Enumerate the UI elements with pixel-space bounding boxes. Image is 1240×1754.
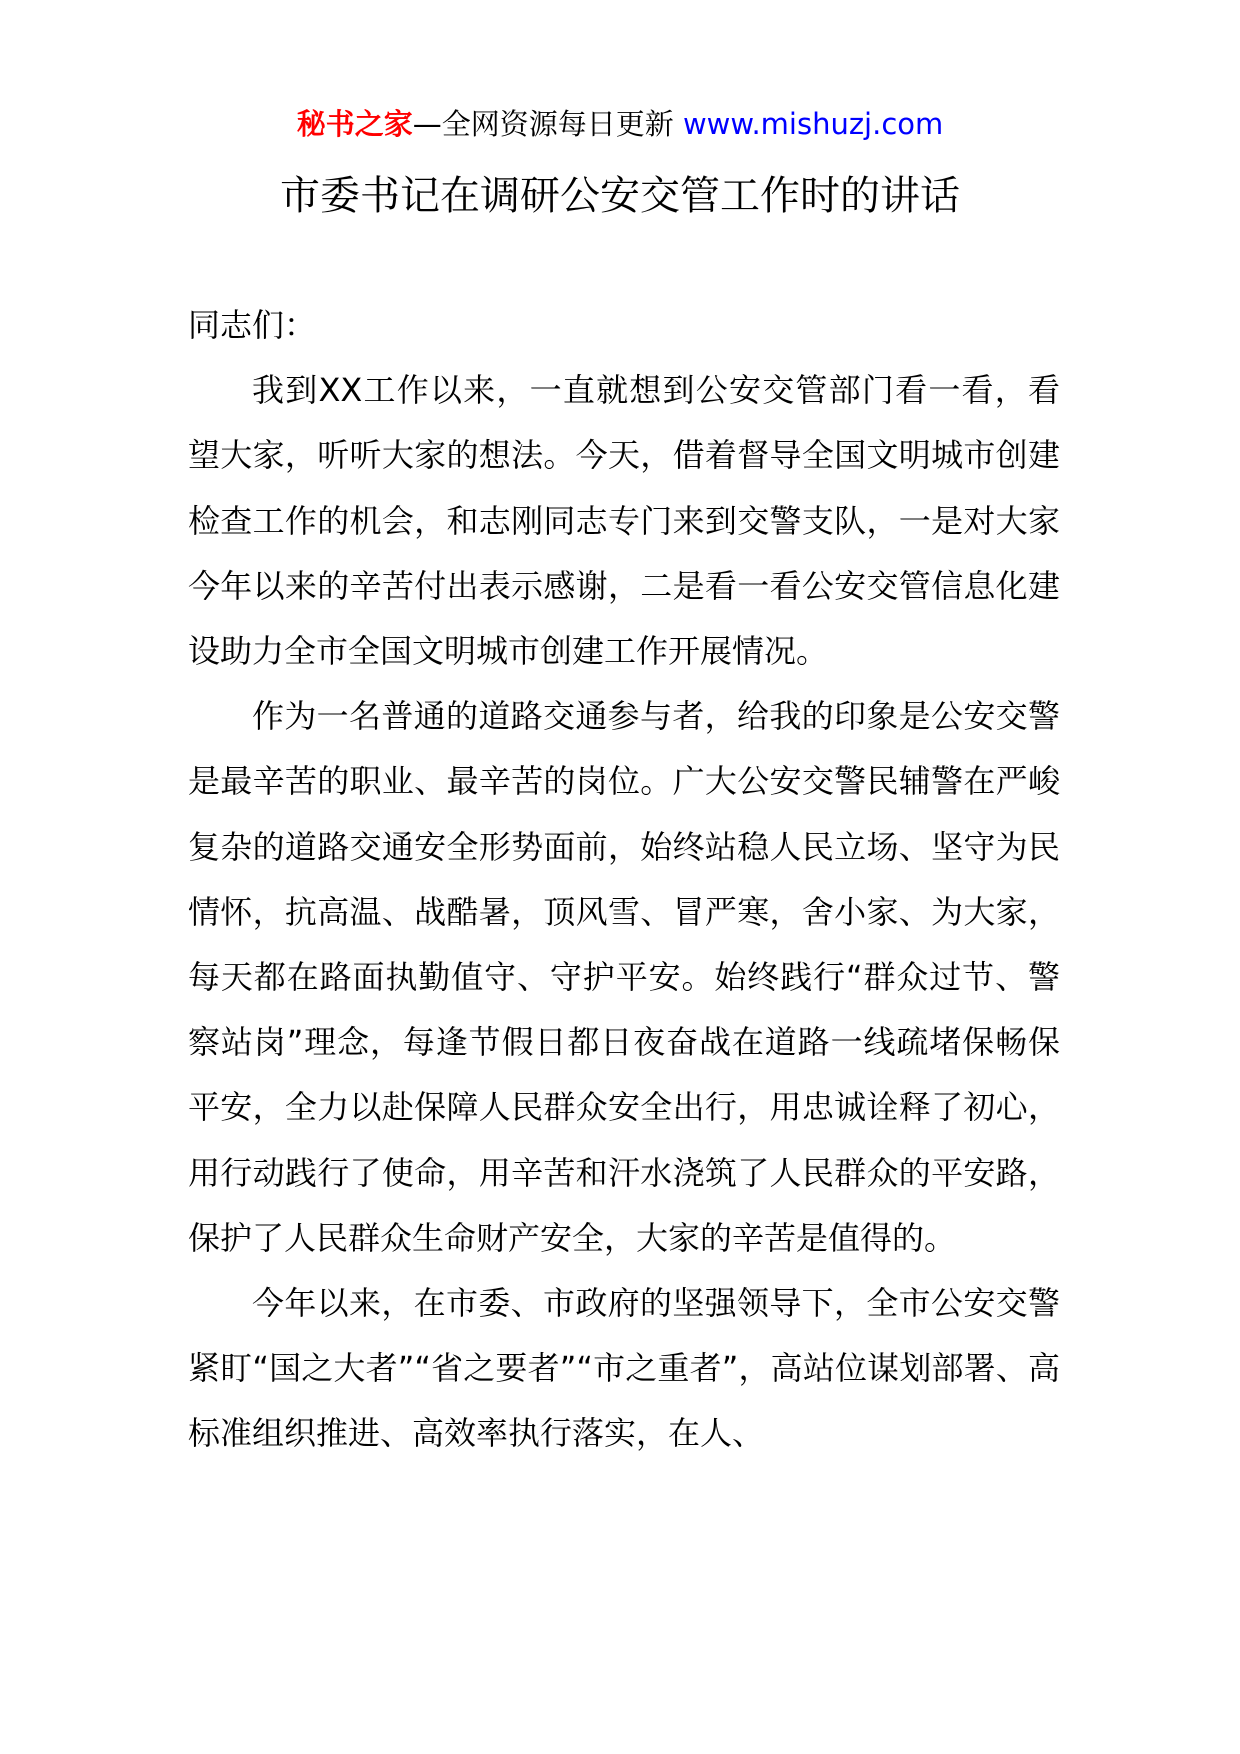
paragraph-3: 今年以来，在市委、市政府的坚强领导下，全市公安交警紧盯“国之大者”“省之要者”“市之重者”，高站位谋划部署、高标准组织推进、高效率执行落实，在人、 [188, 1284, 1060, 1453]
salutation: 同志们： [188, 306, 317, 344]
document-body [188, 293, 1060, 1467]
paragraph-2: 作为一名普通的道路交通参与者，给我的印象是公安交警是最辛苦的职业、最辛苦的岗位。广大公安交警民辅警在严峻复杂的道路交通安全形势面前，始终站稳人民立场、坚守为民情怀，抗高温、战酷暑，顶风雪、冒严寒，舍小家、为大家，每天都在路面执勤值守、守护平安。始终践行“群众过节、警察站岗”理念，每逢节假日都日夜奋战在道路一线疏堵保畅保平安，全力以赴保障人民群众安全出行，用忠诚诠释了初心，用行动践行了使命，用辛苦和汗水浇筑了人民群众的平安路，保护了人民群众生命财产安全，大家的辛苦是值得的。 [188, 697, 1060, 1257]
site-url-link[interactable]: www.mishuzj.com [682, 107, 944, 141]
site-brand: 秘书之家 [296, 107, 413, 141]
site-slogan: —全网资源每日更新 [412, 107, 674, 141]
site-header [0, 100, 1240, 148]
document-title: 市委书记在调研公安交管工作时的讲话 [280, 173, 960, 219]
paragraph-1: 我到XX工作以来，一直就想到公安交管部门看一看，看望大家，听听大家的想法。今天，借着督导全国文明城市创建检查工作的机会，和志刚同志专门来到交警支队，一是对大家今年以来的辛苦付出表示感谢，二是看一看公安交管信息化建设助力全市全国文明城市创建工作开展情况。 [188, 371, 1060, 671]
